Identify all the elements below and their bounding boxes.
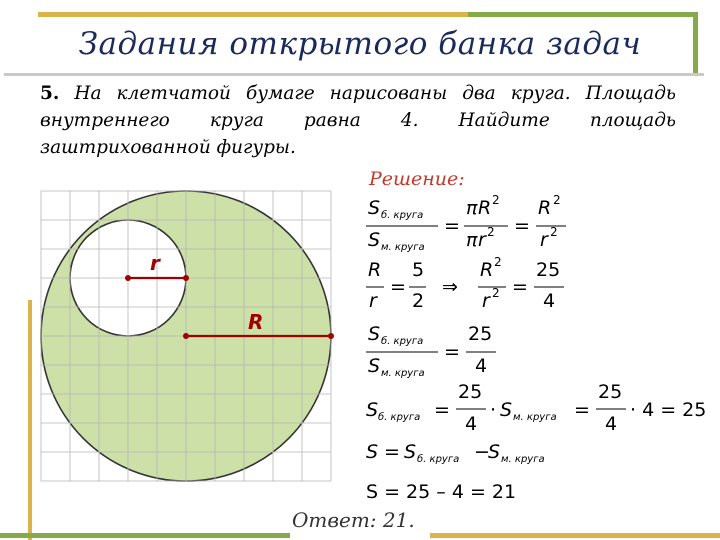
- f1-pi-top: π: [466, 197, 478, 219]
- f1-pi-bot: π: [466, 229, 478, 251]
- f1-exp2-bot: 2: [550, 225, 558, 239]
- f4-S-small: S: [500, 399, 513, 421]
- f4-25a: 25: [458, 381, 483, 403]
- big-radius-label: R: [248, 310, 264, 334]
- f1-sub-small: м. круга: [381, 242, 425, 253]
- f4-dot: ·: [490, 399, 497, 421]
- f3-S-big: S: [368, 323, 381, 345]
- f5-minus: −: [474, 441, 490, 463]
- f2-R2-exp: 2: [494, 255, 502, 269]
- f3-sub-big: б. круга: [381, 336, 424, 347]
- f2-4: 4: [543, 290, 556, 312]
- f4-eq1: =: [434, 399, 450, 421]
- f3-eq: =: [444, 341, 460, 363]
- f5-S: S: [366, 441, 379, 463]
- problem-text: На клетчатой бумаге нарисованы два круга. Площадь внутреннего круга равна 4. Найдите площадь заштрихованной фигуры.: [40, 83, 676, 158]
- f1-R-top: R: [478, 197, 492, 219]
- f5-sub-small: м. круга: [501, 454, 545, 465]
- f1-r2-bot: r: [540, 229, 548, 251]
- f3-4: 4: [475, 355, 488, 377]
- small-radius-label: r: [150, 251, 160, 275]
- f2-R: R: [368, 259, 382, 281]
- f2-R2: R: [480, 259, 494, 281]
- f3-25: 25: [468, 323, 493, 345]
- f4-eq2: =: [574, 399, 590, 421]
- f2-eq1: =: [390, 276, 406, 298]
- f1-S-big: S: [368, 197, 381, 219]
- f2-two: 2: [412, 290, 425, 312]
- f1-exp-bot: 2: [487, 225, 495, 239]
- formula-radius-ratio: [366, 255, 564, 312]
- f1-sub-big: б. круга: [381, 210, 424, 221]
- formula-shaded-area: [366, 441, 545, 465]
- f4-tail: · 4 = 25: [630, 399, 707, 421]
- f1-r-bot: r: [478, 229, 486, 251]
- f4-4b: 4: [605, 413, 618, 435]
- f1-exp2-top: 2: [553, 193, 561, 207]
- f1-S-small: S: [368, 229, 381, 251]
- f1-eq2: =: [514, 215, 530, 237]
- problem-number: 5.: [40, 83, 60, 104]
- formula-ratio-areas: [366, 193, 566, 253]
- solution-label: Решение:: [369, 168, 465, 190]
- f2-implies: ⇒: [442, 276, 458, 298]
- answer-text: Ответ: 21.: [292, 508, 415, 532]
- f4-sub-small: м. круга: [513, 412, 557, 423]
- f1-exp-top: 2: [492, 193, 500, 207]
- page-title: Задания открытого банка задач: [78, 26, 642, 62]
- f2-r: r: [369, 290, 377, 312]
- formula-final: S = 25 – 4 = 21: [366, 481, 517, 503]
- f3-S-small: S: [368, 355, 381, 377]
- f4-25b: 25: [598, 381, 623, 403]
- f5-S-big: S: [404, 441, 417, 463]
- f5-S-small: S: [488, 441, 501, 463]
- f5-eq: =: [384, 441, 400, 463]
- f4-4a: 4: [465, 413, 478, 435]
- f4-S-big: S: [366, 399, 379, 421]
- f5-sub-big: б. круга: [417, 454, 460, 465]
- formula-area-ratio-value: [366, 323, 496, 379]
- f2-five: 5: [412, 259, 425, 281]
- f1-R2-top: R: [538, 197, 552, 219]
- f2-r2-exp: 2: [492, 286, 500, 300]
- f3-sub-small: м. круга: [381, 368, 425, 379]
- f4-sub-big: б. круга: [378, 412, 421, 423]
- f2-25: 25: [536, 259, 561, 281]
- f2-r2: r: [482, 290, 490, 312]
- f2-eq2: =: [512, 276, 528, 298]
- formula-big-area: [366, 381, 706, 435]
- f1-eq1: =: [444, 215, 460, 237]
